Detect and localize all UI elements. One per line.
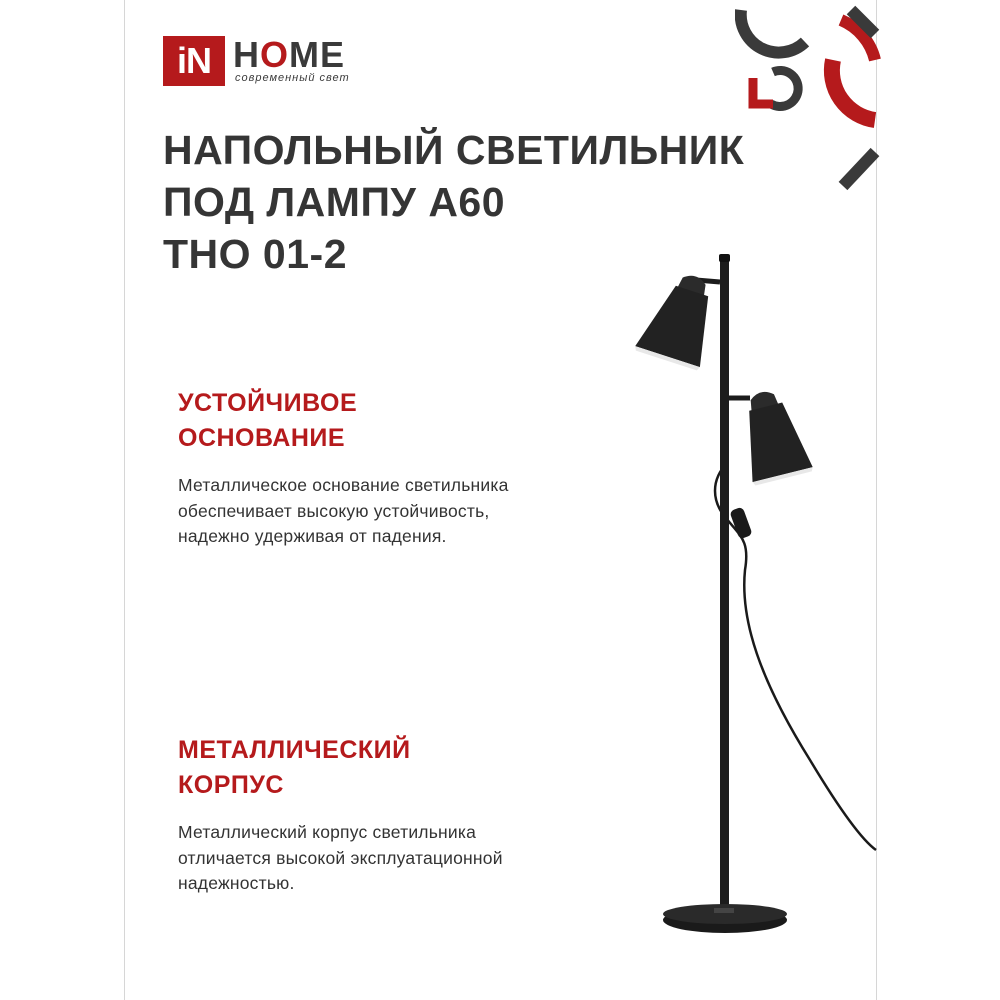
decor-bar-dark-bottom <box>843 152 875 186</box>
cord-switch-icon[interactable] <box>729 507 752 540</box>
logo-in-box: iN <box>163 36 225 86</box>
logo-tagline: современный свет <box>235 72 350 84</box>
title-line-3: ТНО 01-2 <box>163 231 347 277</box>
decor-circle-dark <box>771 71 798 107</box>
feature-stable-base <box>178 386 558 550</box>
feature-heading <box>178 733 558 803</box>
lamp-pole <box>720 258 729 918</box>
feature-heading <box>178 386 558 456</box>
title-line-1: НАПОЛЬНЫЙ СВЕТИЛЬНИК <box>163 127 745 173</box>
feature-metal-body <box>178 733 558 897</box>
logo-letter-h: H <box>233 34 260 75</box>
title-line-2: ПОД ЛАМПУ А60 <box>163 179 506 225</box>
logo-letters-me: ME <box>289 34 346 75</box>
feature-heading-line-1: МЕТАЛЛИЧЕСКИЙ <box>178 736 411 764</box>
feature-description: Металлический корпус светильника отличается высокой эксплуатационной надежностью. <box>178 822 503 893</box>
logo-home-word <box>233 34 345 76</box>
feature-description: Металлическое основание светильника обеспечивает высокую устойчивость, надежно удерживая от падения. <box>178 475 509 546</box>
base-switch-plate <box>714 908 734 913</box>
floor-lamp-illustration <box>600 240 880 940</box>
decor-arc-red-big <box>832 60 875 120</box>
feature-heading-line-2: ОСНОВАНИЕ <box>178 424 346 452</box>
pole-cap <box>719 254 730 262</box>
feature-heading-line-1: УСТОЙЧИВОЕ <box>178 389 358 417</box>
feature-heading-line-2: КОРПУС <box>178 771 284 799</box>
lamp-base-top <box>663 904 787 924</box>
logo-house-o: O <box>260 34 290 75</box>
decor-corner-red <box>753 78 773 104</box>
decor-arc-gap <box>769 10 805 31</box>
lower-shade-body <box>736 399 813 482</box>
